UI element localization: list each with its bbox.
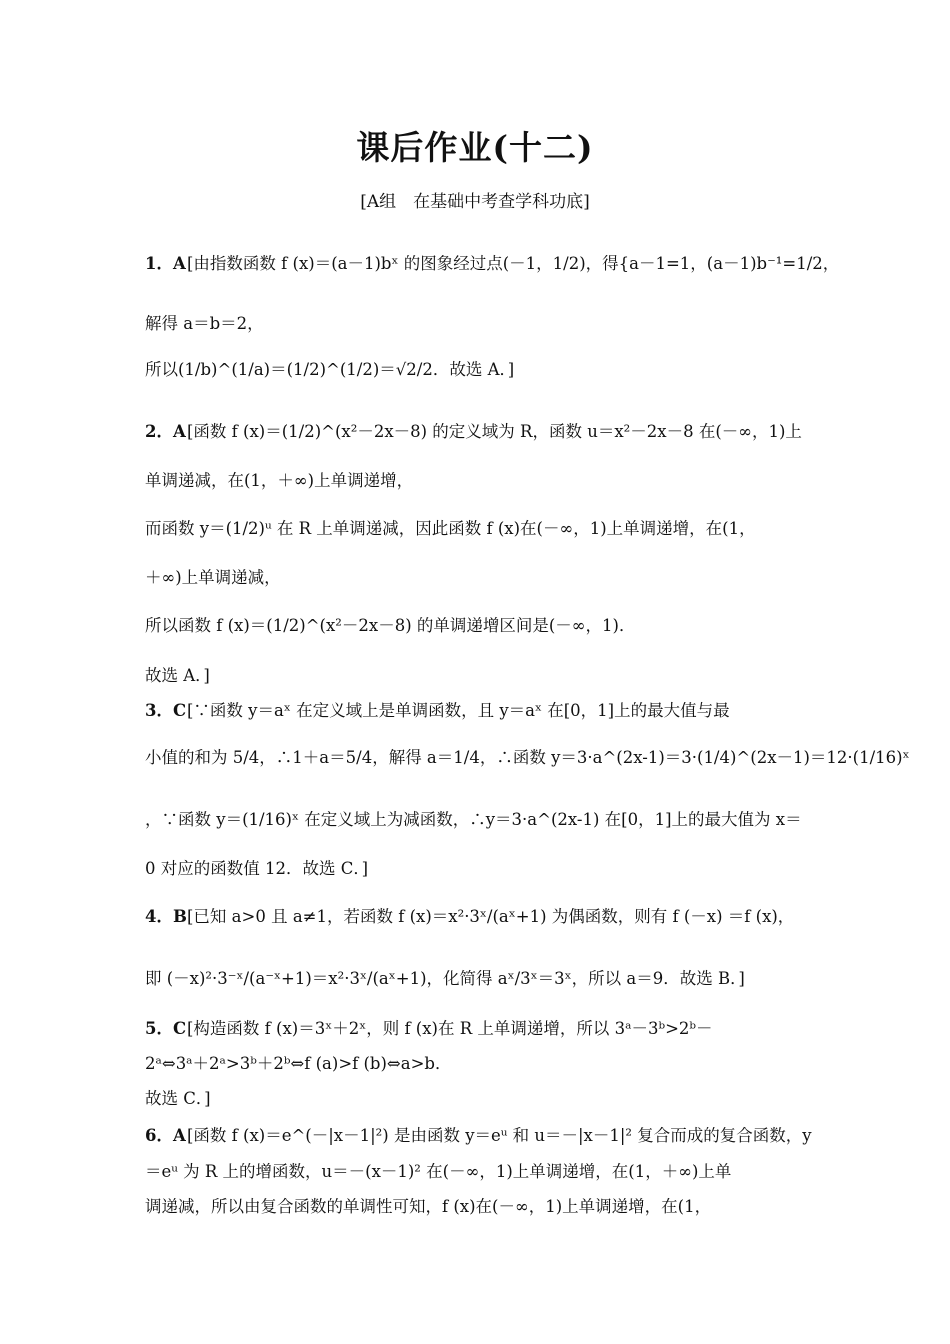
item-number: 5．C: [145, 1019, 187, 1038]
text-line: [145, 1017, 810, 1041]
text-line: [145, 252, 840, 276]
text-line: [145, 358, 810, 382]
page-title: 课后作业(十二): [356, 128, 594, 167]
text-line: [145, 1195, 810, 1219]
text-line: [145, 1087, 810, 1111]
text-line: [145, 967, 810, 991]
line-text: [由指数函数 f (x)＝(a－1)bˣ 的图象经过点(－1，1/2)，得{a－1=1，(a－1)b⁻¹=1/2，: [187, 254, 840, 273]
text-line: [145, 614, 810, 638]
line-text: [函数 f (x)＝e^(－|x－1|²) 是由函数 y＝eᵘ 和 u＝－|x－1|² 复合而成的复合函数，y: [187, 1126, 812, 1145]
line-text: 所以函数 f (x)＝(1/2)^(x²－2x－8) 的单调递增区间是(－∞，1)．: [145, 616, 636, 635]
line-text: 故选 C．]: [145, 1089, 211, 1108]
line-text: 0 对应的函数值 12．故选 C．]: [145, 859, 369, 878]
line-text: 而函数 y＝(1/2)ᵘ 在 R 上单调递减，因此函数 f (x)在(－∞，1)上单调递增，在(1，: [145, 519, 756, 538]
text-line: [145, 312, 810, 336]
item-number: 1．A: [145, 254, 186, 273]
line-text: ＋∞)上单调递减，: [145, 568, 281, 587]
item-number: 6．A: [145, 1126, 186, 1145]
section-subtitle: [A组 在基础中考查学科功底]: [360, 192, 590, 212]
line-text: 故选 A．]: [145, 666, 210, 685]
line-text: 调递减，所以由复合函数的单调性可知，f (x)在(－∞，1)上单调递增，在(1，: [145, 1197, 712, 1216]
item-number: 3．C: [145, 701, 187, 720]
text-line: [145, 566, 810, 590]
text-line: [145, 699, 810, 723]
text-line: [145, 1160, 810, 1184]
text-line: [145, 664, 810, 688]
line-text: [已知 a>0 且 a≠1，若函数 f (x)＝x²·3ˣ/(aˣ+1) 为偶函数，则有 f (－x) ＝f (x)，: [187, 907, 795, 926]
text-line: [145, 905, 810, 929]
line-text: 所以(1/b)^(1/a)＝(1/2)^(1/2)＝√2/2．故选 A．]: [145, 360, 515, 379]
text-line: [145, 517, 810, 541]
line-text: [构造函数 f (x)＝3ˣ＋2ˣ，则 f (x)在 R 上单调递增，所以 3ᵃ－3ᵇ>2ᵇ－: [187, 1019, 713, 1038]
text-line: [145, 469, 810, 493]
text-line: [145, 857, 810, 881]
text-line: [145, 1052, 810, 1076]
line-text: [∵函数 y＝aˣ 在定义域上是单调函数，且 y＝aˣ 在[0，1]上的最大值与最: [187, 701, 730, 720]
line-text: 小值的和为 5/4，∴1＋a＝5/4，解得 a＝1/4，∴函数 y＝3·a^(2x-1)＝3·(1/4)^(2x－1)＝12·(1/16)ˣ: [145, 748, 910, 767]
text-line: [145, 746, 910, 770]
line-text: 单调递减，在(1，＋∞)上单调递增，: [145, 471, 414, 490]
item-number: 4．B: [145, 907, 187, 926]
line-text: ＝eᵘ 为 R 上的增函数，u＝－(x－1)² 在(－∞，1)上单调递增，在(1，＋∞)上单: [145, 1162, 732, 1181]
line-text: 解得 a＝b＝2，: [145, 314, 264, 333]
line-text: 2ᵃ⇔3ᵃ＋2ᵃ>3ᵇ＋2ᵇ⇔f (a)>f (b)⇔a>b．: [145, 1054, 452, 1073]
line-text: [函数 f (x)＝(1/2)^(x²－2x－8) 的定义域为 R，函数 u＝x²－2x－8 在(－∞，1)上: [187, 422, 802, 441]
line-text: 即 (－x)²·3⁻ˣ/(a⁻ˣ+1)＝x²·3ˣ/(aˣ+1)，化简得 aˣ/3ˣ＝3ˣ，所以 a＝9．故选 B．]: [145, 969, 745, 988]
line-text: ，∵函数 y＝(1/16)ˣ 在定义域上为减函数，∴y＝3·a^(2x-1) 在[0，1]上的最大值为 x＝: [145, 810, 802, 829]
text-line: [145, 1124, 810, 1148]
item-number: 2．A: [145, 422, 186, 441]
text-line: [145, 808, 810, 832]
text-line: [145, 420, 810, 444]
